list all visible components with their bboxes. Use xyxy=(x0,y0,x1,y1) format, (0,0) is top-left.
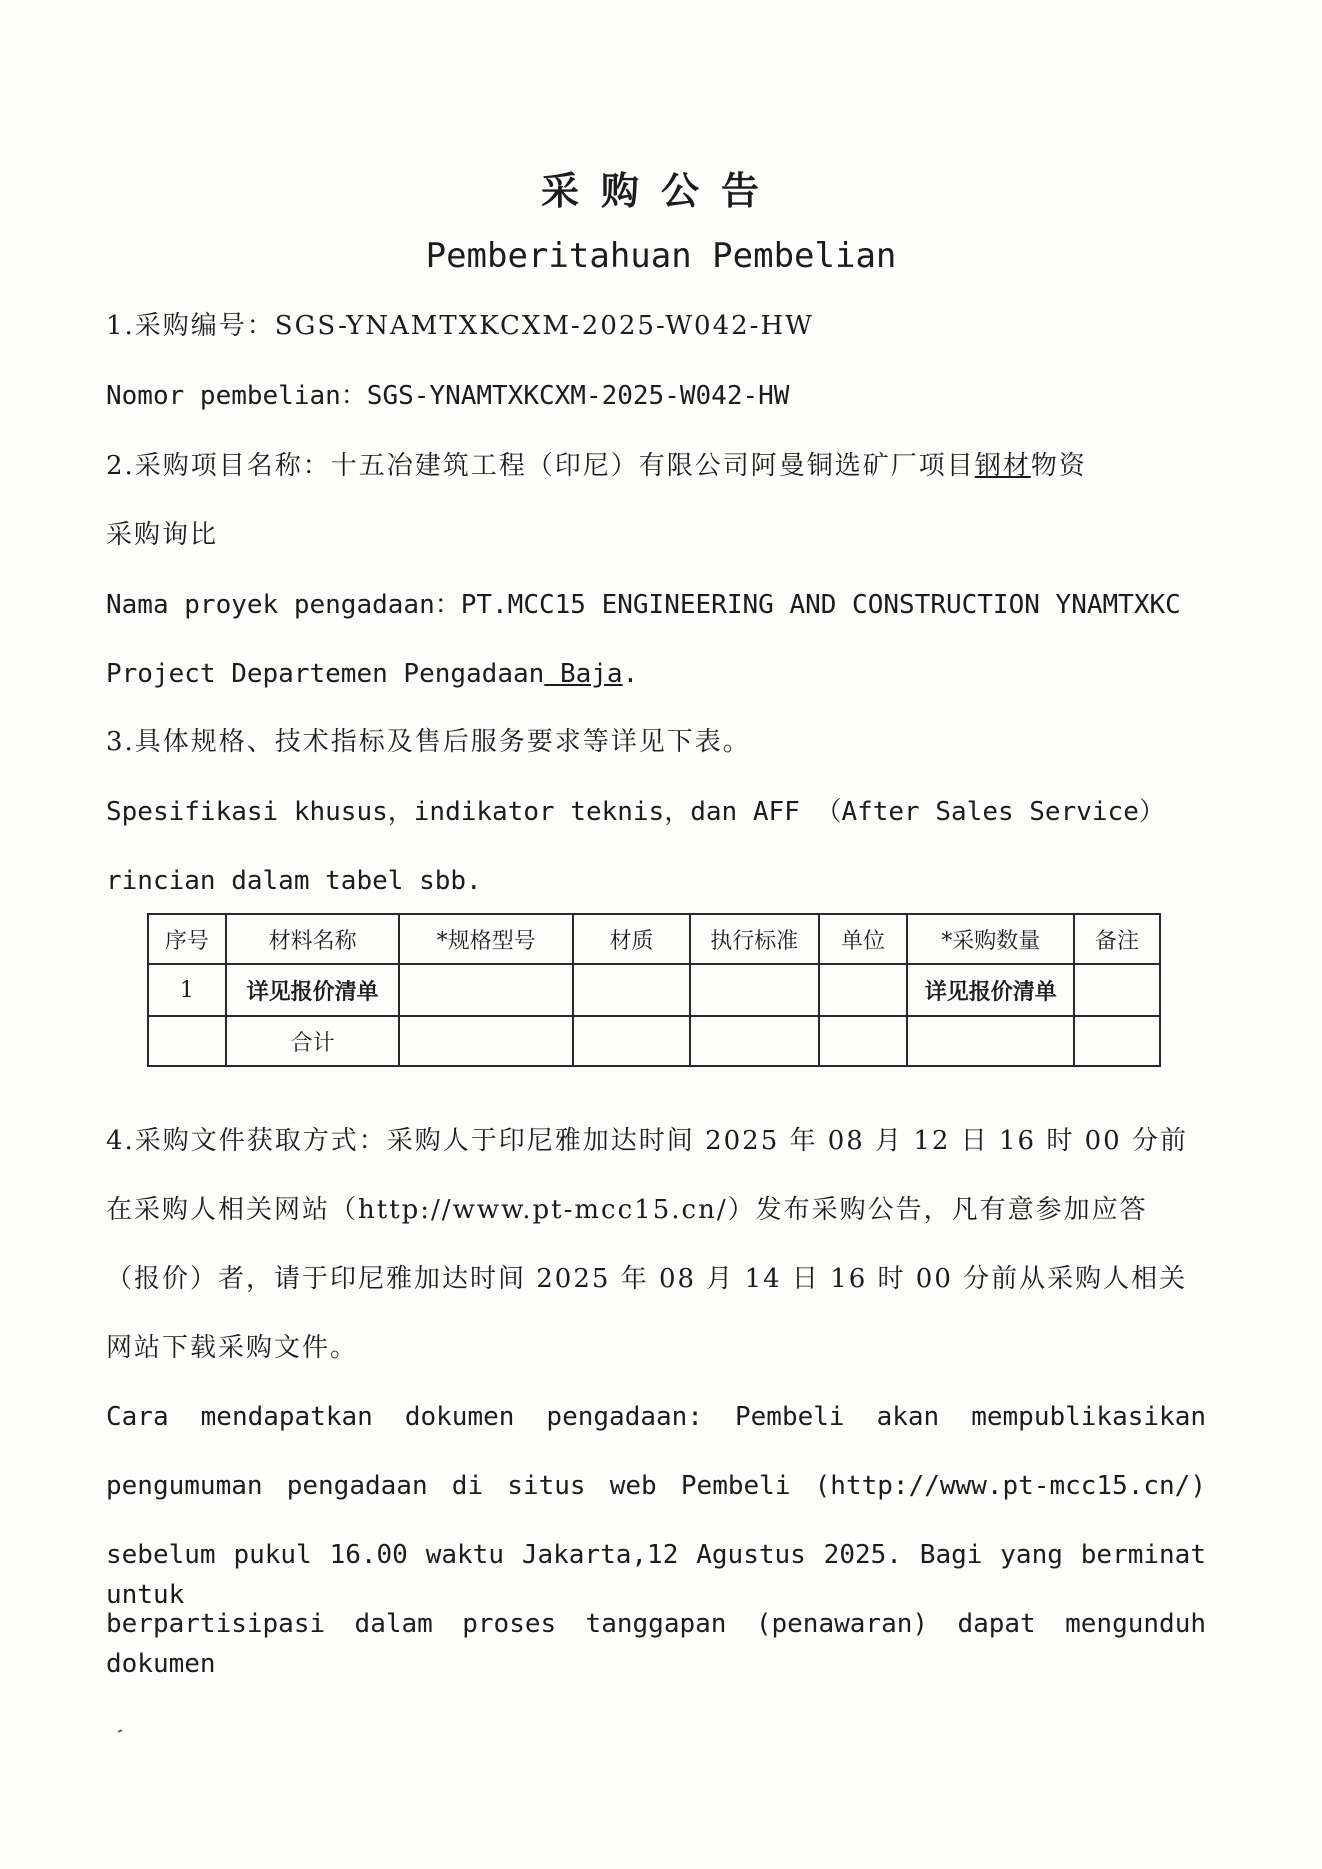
item-1-id: Nomor pembelian：SGS-YNAMTXKCXM-2025-W042-HW xyxy=(106,381,790,411)
spec-table xyxy=(147,913,1161,1067)
table-cell: 详见报价清单 xyxy=(907,964,1074,1016)
document-title-id: Pemberitahuan Pembelian xyxy=(425,236,897,276)
item-4-cn-cont-3: 网站下载采购文件。 xyxy=(106,1333,359,1363)
table-cell: 1 xyxy=(148,964,226,1016)
item-3-id: Spesifikasi khusus，indikator teknis，dan AFF （After Sales Service） xyxy=(106,797,1165,827)
table-cell xyxy=(573,1016,690,1066)
table-header: 序号 xyxy=(148,914,226,964)
document-title-cn: 采购公告 xyxy=(540,168,781,213)
item-4-id-cont-2: sebelum pukul 16.00 waktu Jakarta,12 Agustus 2025. Bagi yang berminat untuk xyxy=(106,1540,1206,1610)
table-header: 执行标准 xyxy=(690,914,819,964)
item-2-cn-underlined: 钢材 xyxy=(974,451,1031,481)
item-4-id: Cara mendapatkan dokumen pengadaan: Pembeli akan mempublikasikan xyxy=(106,1402,1206,1432)
table-cell xyxy=(819,1016,908,1066)
table-cell xyxy=(1074,964,1160,1016)
table-header: 材料名称 xyxy=(226,914,400,964)
table-header: 材质 xyxy=(573,914,690,964)
item-2-cn-cont: 采购询比 xyxy=(106,520,219,550)
item-2-cn-text: 2.采购项目名称：十五冶建筑工程（印尼）有限公司阿曼铜选矿厂项目 xyxy=(106,451,975,481)
item-2-id-text-end: . xyxy=(622,659,639,689)
table-header: *采购数量 xyxy=(907,914,1074,964)
table-header-row xyxy=(148,914,1160,964)
table-cell: 详见报价清单 xyxy=(226,964,400,1016)
table-total-row xyxy=(148,1016,1160,1066)
table-cell xyxy=(690,1016,819,1066)
item-2-cn xyxy=(106,446,1206,486)
item-2-id-text: Project Departemen Pengadaan xyxy=(106,659,545,689)
item-4-id-cont-1: pengumuman pengadaan di situs web Pembeli (http://www.pt-mcc15.cn/) xyxy=(106,1471,1206,1501)
item-2-cn-text-end: 物资 xyxy=(1030,451,1087,481)
item-2-id-underlined: Baja xyxy=(544,659,623,689)
table-cell xyxy=(148,1016,226,1066)
table-cell xyxy=(907,1016,1074,1066)
table-header: 单位 xyxy=(819,914,908,964)
table-cell xyxy=(1074,1016,1160,1066)
item-4-cn: 4.采购文件获取方式：采购人于印尼雅加达时间 2025 年 08 月 12 日 16 时 00 分前 xyxy=(106,1126,1188,1156)
item-1-cn: 1.采购编号：SGS-YNAMTXKCXM-2025-W042-HW xyxy=(106,311,814,341)
item-4-cn-cont-1: 在采购人相关网站（http://www.pt-mcc15.cn/）发布采购公告，凡有意参加应答 xyxy=(106,1195,1148,1225)
table-header: 备注 xyxy=(1074,914,1160,964)
item-2-id-cont xyxy=(106,654,1206,694)
table-cell: 合计 xyxy=(226,1016,400,1066)
scan-speck xyxy=(118,1729,122,1733)
table-cell xyxy=(399,1016,573,1066)
item-2-id: Nama proyek pengadaan：PT.MCC15 ENGINEERING AND CONSTRUCTION YNAMTXKC xyxy=(106,590,1181,620)
item-3-id-cont: rincian dalam tabel sbb. xyxy=(106,866,482,896)
table-cell xyxy=(399,964,573,1016)
item-4-cn-cont-2: （报价）者，请于印尼雅加达时间 2025 年 08 月 14 日 16 时 00 分前从采购人相关 xyxy=(106,1264,1188,1294)
item-3-cn: 3.具体规格、技术指标及售后服务要求等详见下表。 xyxy=(106,727,751,757)
table-cell xyxy=(573,964,690,1016)
table-cell xyxy=(690,964,819,1016)
item-4-id-cont-3: berpartisipasi dalam proses tanggapan (penawaran) dapat mengunduh dokumen xyxy=(106,1609,1206,1679)
table-header: *规格型号 xyxy=(399,914,573,964)
table-row xyxy=(148,964,1160,1016)
table-cell xyxy=(819,964,908,1016)
